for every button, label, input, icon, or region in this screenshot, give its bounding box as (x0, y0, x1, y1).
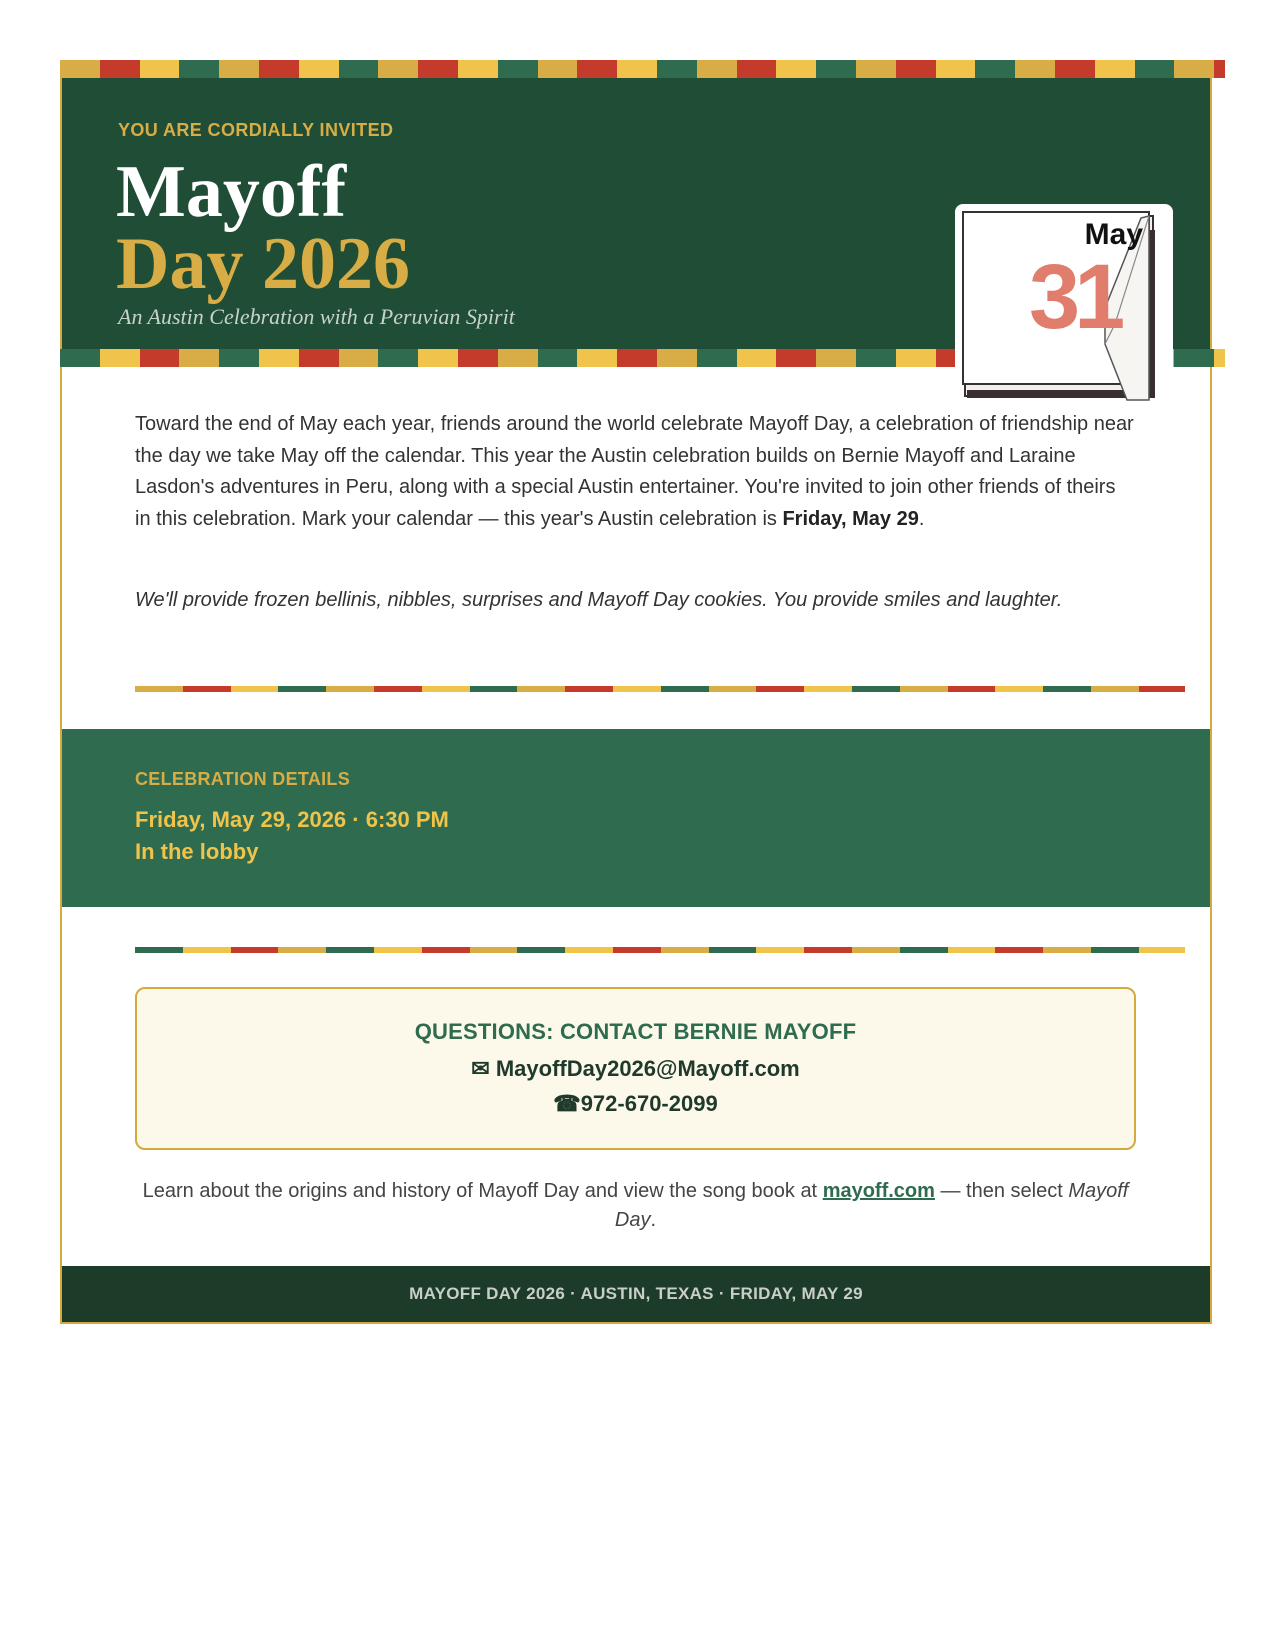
stripe-segment (1015, 60, 1055, 78)
stripe-segment (896, 60, 936, 78)
stripe-segment (458, 349, 498, 367)
stripe-segment (936, 60, 976, 78)
title-line-1: Mayoff (116, 151, 347, 233)
learn-text-end: . (650, 1209, 657, 1231)
stripe-segment (1095, 60, 1135, 78)
stripe-segment (1214, 60, 1225, 78)
stripe-segment (896, 349, 936, 367)
stripe-segment (697, 60, 737, 78)
stripe-segment (565, 686, 613, 692)
stripe-segment (278, 686, 326, 692)
stripe-segment (100, 349, 140, 367)
stripe-segment (183, 686, 231, 692)
stripe-segment (1043, 947, 1091, 953)
stripe-segment (816, 60, 856, 78)
intro-italic-line: We'll provide frozen bellinis, nibbles, surprises and Mayoff Day cookies. You provide smiles and laughter. (135, 589, 1063, 611)
stripe-segment (900, 947, 948, 953)
stripe-segment (1174, 349, 1214, 367)
stripe-segment (565, 947, 613, 953)
stripe-segment (538, 349, 578, 367)
stripe-segment (1139, 686, 1185, 692)
contact-email-line (137, 1056, 1134, 1082)
stripe-segment (948, 686, 996, 692)
stripe-segment (1174, 60, 1214, 78)
header-eyebrow: YOU ARE CORDIALLY INVITED (118, 120, 394, 140)
stripe-segment (756, 686, 804, 692)
stripe-segment (278, 947, 326, 953)
stripe-segment (948, 947, 996, 953)
stripe-segment (737, 60, 777, 78)
stripe-segment (179, 60, 219, 78)
stripe-segment (1139, 947, 1185, 953)
stripe-segment (1135, 60, 1175, 78)
stripe-segment (1091, 947, 1139, 953)
stripe-segment (135, 947, 183, 953)
stripe-segment (498, 349, 538, 367)
envelope-icon: ✉ (471, 1056, 490, 1081)
stripe-segment (60, 60, 100, 78)
intro-text: Toward the end of May each year, friends around the world celebrate Mayoff Day, a celebration of friendship near the day we take May off the calendar. This year the Austin celebration builds on Bernie Mayoff and Laraine Lasdon's adventures in Peru, along with a special Austin entertainer. You're invited to join other friends of theirs in this celebration. Mark your calendar — this year's Austin celebration is (135, 413, 1134, 530)
stripe-segment (374, 686, 422, 692)
stripe-segment (498, 60, 538, 78)
stripe-segment (219, 349, 259, 367)
stripe-segment (975, 60, 1015, 78)
stripe-segment (900, 686, 948, 692)
invitation-footer: MAYOFF DAY 2026 · AUSTIN, TEXAS · FRIDAY, MAY 29 (62, 1266, 1210, 1322)
learn-more-text (135, 1177, 1136, 1235)
stripe-segment (852, 686, 900, 692)
stripe-segment (776, 60, 816, 78)
phone-icon: ☎ (553, 1091, 581, 1116)
stripe-segment (60, 349, 100, 367)
stripe-segment (183, 947, 231, 953)
stripe-segment (299, 60, 339, 78)
stripe-segment (613, 947, 661, 953)
stripe-segment (709, 686, 757, 692)
stripe-segment (1055, 60, 1095, 78)
stripe-segment (1214, 349, 1225, 367)
stripe-segment (517, 947, 565, 953)
intro-end: . (918, 507, 925, 530)
stripe-segment (661, 686, 709, 692)
stripe-segment (617, 60, 657, 78)
stripe-segment (613, 686, 661, 692)
stripe-segment (657, 60, 697, 78)
details-location: In the lobby (135, 839, 259, 864)
stripe-segment (697, 349, 737, 367)
stripe-segment (378, 349, 418, 367)
contact-phone[interactable]: 972-670-2099 (580, 1091, 718, 1116)
stripe-segment (1043, 686, 1091, 692)
contact-phone-line (137, 1091, 1134, 1117)
stripe-segment (259, 349, 299, 367)
stripe-segment (517, 686, 565, 692)
details-label: CELEBRATION DETAILS (135, 769, 351, 789)
intro-paragraph (135, 409, 1135, 535)
stripe-segment (231, 686, 279, 692)
stripe-segment (856, 60, 896, 78)
stripe-segment (776, 349, 816, 367)
learn-italic: Mayoff Day (614, 1180, 1129, 1231)
calendar-month: May (1084, 218, 1143, 251)
calendar-icon (955, 204, 1173, 408)
stripe-segment (339, 349, 379, 367)
stripe-divider-upper (135, 686, 1185, 692)
stripe-segment (804, 686, 852, 692)
stripe-segment (179, 349, 219, 367)
stripe-segment (458, 60, 498, 78)
celebration-details-panel (62, 729, 1210, 907)
stripe-segment (995, 947, 1043, 953)
stripe-segment (577, 349, 617, 367)
contact-email[interactable]: MayoffDay2026@Mayoff.com (495, 1056, 800, 1081)
stripe-segment (326, 947, 374, 953)
stripe-segment (259, 60, 299, 78)
stripe-segment (422, 686, 470, 692)
stripe-segment (374, 947, 422, 953)
stripe-border-top (60, 60, 1225, 78)
stripe-segment (326, 686, 374, 692)
stripe-segment (617, 349, 657, 367)
contact-box (135, 987, 1136, 1150)
header-subtitle: An Austin Celebration with a Peruvian Spirit (118, 304, 515, 329)
stripe-segment (418, 60, 458, 78)
stripe-segment (219, 60, 259, 78)
stripe-segment (709, 947, 757, 953)
contact-heading: QUESTIONS: CONTACT BERNIE MAYOFF (414, 1019, 857, 1044)
mayoff-link[interactable]: mayoff.com (822, 1180, 935, 1202)
stripe-segment (804, 947, 852, 953)
stripe-segment (577, 60, 617, 78)
stripe-segment (856, 349, 896, 367)
stripe-segment (378, 60, 418, 78)
stripe-segment (995, 686, 1043, 692)
learn-text-before: Learn about the origins and history of Mayoff Day and view the song book at (142, 1180, 823, 1202)
stripe-segment (470, 686, 518, 692)
stripe-segment (657, 349, 697, 367)
title-line-2: Day 2026 (116, 223, 410, 305)
stripe-segment (756, 947, 804, 953)
calendar-day: 31 (1029, 246, 1120, 340)
stripe-segment (135, 686, 183, 692)
stripe-segment (470, 947, 518, 953)
stripe-segment (299, 349, 339, 367)
stripe-segment (538, 60, 578, 78)
stripe-segment (661, 947, 709, 953)
stripe-divider-lower (135, 947, 1185, 953)
stripe-segment (231, 947, 279, 953)
stripe-segment (422, 947, 470, 953)
stripe-segment (852, 947, 900, 953)
stripe-segment (737, 349, 777, 367)
stripe-segment (1091, 686, 1139, 692)
stripe-segment (100, 60, 140, 78)
stripe-segment (140, 60, 180, 78)
stripe-segment (816, 349, 856, 367)
stripe-segment (140, 349, 180, 367)
learn-text-middle: — then select (934, 1180, 1069, 1202)
intro-date: Friday, May 29 (782, 507, 919, 530)
details-date-time: Friday, May 29, 2026 · 6:30 PM (135, 807, 449, 832)
stripe-segment (418, 349, 458, 367)
stripe-segment (339, 60, 379, 78)
